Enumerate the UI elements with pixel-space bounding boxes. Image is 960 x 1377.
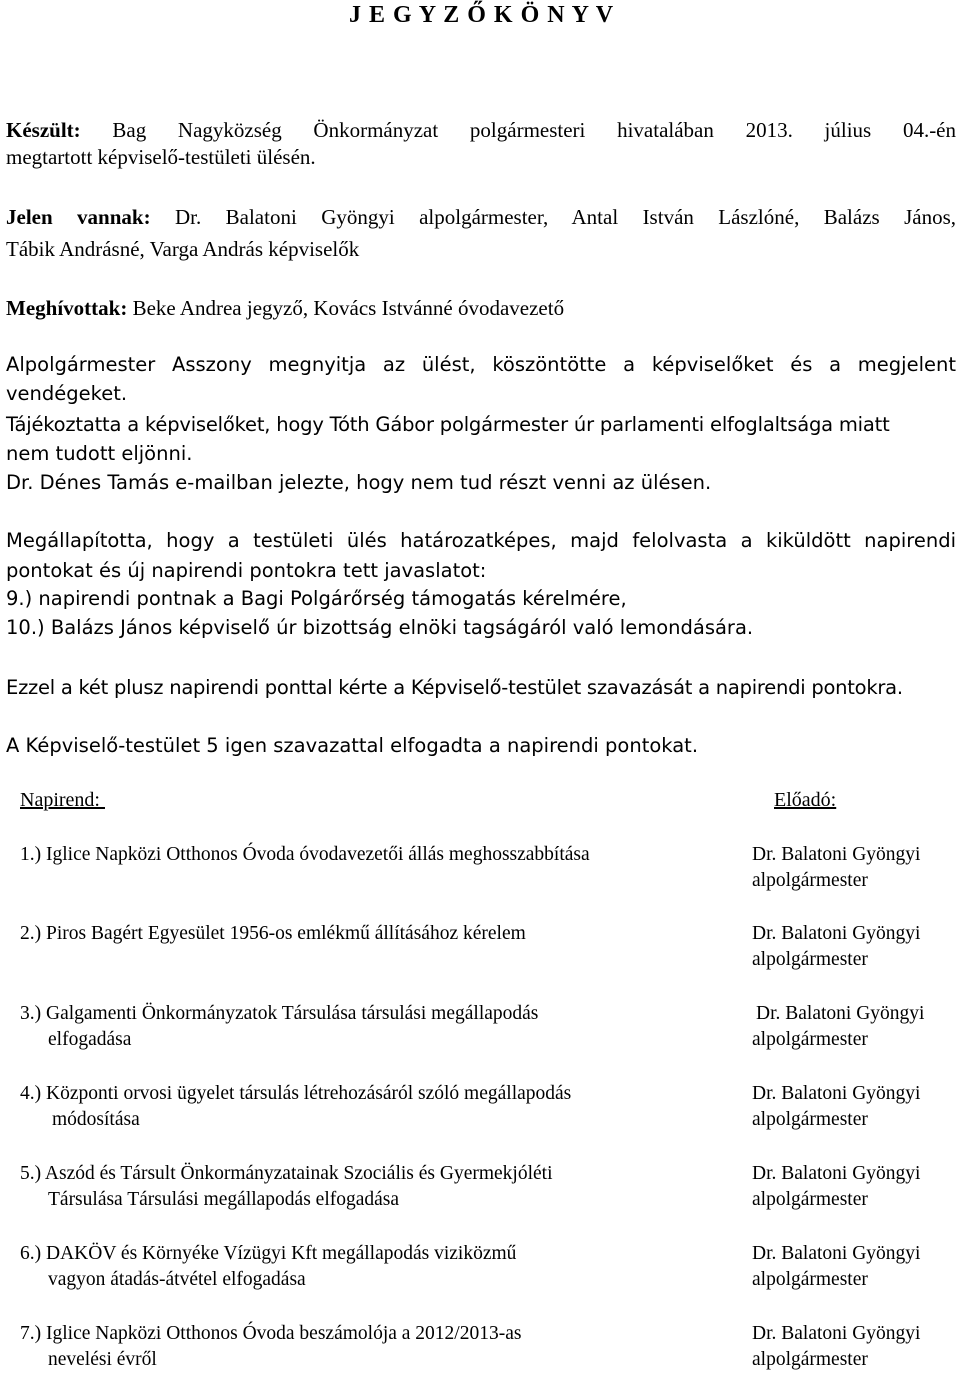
jelen-label: Jelen vannak: bbox=[6, 205, 151, 229]
agenda-item-1-title: 1.) Iglice Napközi Otthonos Óvoda óvodavezetői állás meghosszabbítása bbox=[20, 844, 590, 865]
keszult-text: Bag Nagyközség Önkormányzat polgármesteri hivatalában 2013. július 04.-én bbox=[112, 118, 957, 142]
agenda-header-left: Napirend: bbox=[20, 789, 105, 811]
agenda-item-2-title: 2.) Piros Bagért Egyesület 1956-os emlékmű állításához kérelem bbox=[20, 923, 526, 944]
agenda-item-7-presenter: Dr. Balatoni Gyöngyi bbox=[752, 1323, 921, 1344]
agenda-item-2-presenter: Dr. Balatoni Gyöngyi bbox=[752, 923, 921, 944]
agenda-item-3-title-cont: elfogadása bbox=[48, 1029, 132, 1050]
megallapitotta-line-2: pontokat és új napirendi pontokra tett javaslatot: bbox=[6, 559, 487, 582]
opening-line-3: Tájékoztatta a képviselőket, hogy Tóth Gábor polgármester úr parlamenti elfoglaltsága miatt bbox=[6, 413, 890, 436]
meghivottak-line bbox=[6, 295, 564, 322]
agenda-item-3-title: 3.) Galgamenti Önkormányzatok Társulása társulási megállapodás bbox=[20, 1003, 539, 1024]
agenda-item-5-role: alpolgármester bbox=[752, 1189, 868, 1210]
keszult-label: Készült: bbox=[6, 118, 81, 142]
jelen-line-2: Tábik Andrásné, Varga András képviselők bbox=[6, 237, 360, 261]
opening-line-2: vendégeket. bbox=[6, 382, 128, 405]
agenda-item-7-role: alpolgármester bbox=[752, 1349, 868, 1370]
agenda-item-4-presenter: Dr. Balatoni Gyöngyi bbox=[752, 1083, 921, 1104]
agenda-item-6-title: 6.) DAKÖV és Környéke Vízügyi Kft megállapodás viziközmű bbox=[20, 1243, 517, 1264]
agenda-item-6-role: alpolgármester bbox=[752, 1269, 868, 1290]
agenda-item-3-role: alpolgármester bbox=[752, 1029, 868, 1050]
agenda-header-right: Előadó: bbox=[774, 789, 837, 811]
agenda-item-7-title: 7.) Iglice Napközi Otthonos Óvoda beszámolója a 2012/2013-as bbox=[20, 1323, 522, 1344]
agenda-item-7-title-cont: nevelési évről bbox=[48, 1349, 157, 1370]
jelen-text: Dr. Balatoni Gyöngyi alpolgármester, Antal István Lászlóné, Balázs János, bbox=[175, 205, 957, 229]
ezzel-line: Ezzel a két plusz napirendi ponttal kérte a Képviselő-testület szavazását a napirendi pontokra. bbox=[6, 676, 903, 699]
agenda-item-5-title: 5.) Aszód és Társult Önkormányzatainak Szociális és Gyermekjóléti bbox=[20, 1163, 553, 1184]
agenda-item-2-role: alpolgármester bbox=[752, 949, 868, 970]
agenda-item-6-presenter: Dr. Balatoni Gyöngyi bbox=[752, 1243, 921, 1264]
agenda-item-5-title-cont: Társulása Társulási megállapodás elfogadása bbox=[48, 1189, 400, 1210]
opening-line-5: Dr. Dénes Tamás e-mailban jelezte, hogy nem tud részt venni az ülésen. bbox=[6, 471, 712, 494]
document-title: J E G Y Z Ő K Ö N Y V bbox=[349, 2, 615, 28]
megallapitotta-line-1: Megállapította, hogy a testületi ülés határozatképes, majd felolvasta a kiküldött napirendi bbox=[6, 529, 956, 552]
keszult-line-1 bbox=[6, 117, 956, 144]
meghivottak-text: Beke Andrea jegyző, Kovács Istvánné óvodavezető bbox=[132, 296, 565, 320]
agenda-item-1-role: alpolgármester bbox=[752, 870, 868, 891]
agenda-item-1-presenter: Dr. Balatoni Gyöngyi bbox=[752, 844, 921, 865]
opening-line-1: Alpolgármester Asszony megnyitja az ülést, köszöntötte a képviselőket és a megjelent bbox=[6, 353, 956, 376]
opening-line-4: nem tudott eljönni. bbox=[6, 442, 193, 465]
agenda-item-6-title-cont: vagyon átadás-átvétel elfogadása bbox=[48, 1269, 306, 1290]
agenda-item-4-title-cont: módosítása bbox=[52, 1109, 140, 1130]
keszult-line-2: megtartott képviselő-testületi ülésén. bbox=[6, 145, 316, 169]
meghivottak-label: Meghívottak: bbox=[6, 296, 128, 320]
agenda-item-5-presenter: Dr. Balatoni Gyöngyi bbox=[752, 1163, 921, 1184]
agenda-item-3-presenter: Dr. Balatoni Gyöngyi bbox=[756, 1003, 925, 1024]
elfogadta-line: A Képviselő-testület 5 igen szavazattal elfogadta a napirendi pontokat. bbox=[6, 734, 699, 757]
megallapitotta-line-3: 9.) napirendi pontnak a Bagi Polgárőrség támogatás kérelmére, bbox=[6, 587, 627, 610]
agenda-item-4-role: alpolgármester bbox=[752, 1109, 868, 1130]
agenda-item-4-title: 4.) Központi orvosi ügyelet társulás létrehozásáról szóló megállapodás bbox=[20, 1083, 572, 1104]
jelen-line-1 bbox=[6, 204, 956, 231]
megallapitotta-line-4: 10.) Balázs János képviselő úr bizottság elnöki tagságáról való lemondására. bbox=[6, 616, 754, 639]
